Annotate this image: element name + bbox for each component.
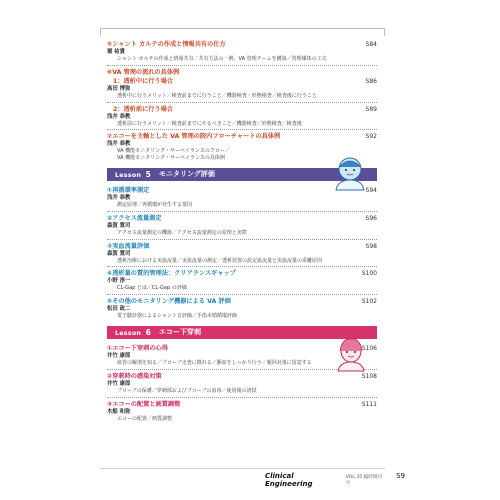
lesson-tag: Lesson 6 <box>115 327 152 337</box>
divider <box>107 266 377 267</box>
entry-author: 堀 祐貴 <box>107 49 126 55</box>
entry-author: 小野 淳一 <box>107 278 131 285</box>
toc-entry <box>107 242 377 265</box>
entry-author: 浅井 恭教 <box>107 141 131 148</box>
entry-desc: エコーの配置／画質調整 <box>117 415 173 422</box>
entry-desc: アクセス流量測定の機器／アクセス流量測定の原理と実際 <box>117 229 247 236</box>
entry-title: ⑦エコーを主軸とした VA 管理の院内フローチャートの具体例 <box>107 133 281 141</box>
entry-title-row[interactable] <box>107 132 377 141</box>
lesson-title: モニタリング評価 <box>159 170 215 179</box>
entry-page: S86 <box>365 77 377 85</box>
entry-desc: 電子聴診器によるシャント音評価／手指末梢循環評価 <box>117 313 237 320</box>
entry-title-row[interactable] <box>107 77 377 86</box>
entry-author: 井竹 康郎 <box>107 352 131 359</box>
entry-page: S94 <box>365 186 377 194</box>
entry-author: 森賀 寛司 <box>107 250 131 257</box>
entry-desc: CL-Gap とは／CL-Gap の評価 <box>117 285 187 292</box>
entry-desc: シャント カルテの作成と情報共有／共有方法の一例、VA 管理チームを構築／管理媒体の工夫 <box>117 56 327 62</box>
entry-author: 森賀 寛司 <box>107 222 131 229</box>
footer-rule <box>100 468 385 469</box>
entry-title-row[interactable] <box>107 40 377 49</box>
page-number: S9 <box>396 472 405 480</box>
divider <box>107 211 377 212</box>
entry-page: S98 <box>365 242 377 250</box>
entry-desc: VA 機能モニタリング・サーベイランスの具体例 <box>117 155 225 162</box>
divider <box>107 239 377 240</box>
entry-page: S108 <box>361 372 377 380</box>
entry-title-row[interactable] <box>107 242 377 251</box>
divider <box>107 397 377 398</box>
toc-entry <box>107 400 377 423</box>
entry-page: S89 <box>365 105 377 113</box>
entry-page: S92 <box>365 133 377 141</box>
entry-desc: プローブの保護／穿刺部およびプローブの消毒／使用後の清拭 <box>117 387 257 394</box>
entry-title-row <box>107 68 377 77</box>
entry-title: 1：透析中に行う場合 <box>113 77 173 85</box>
entry-title: ⑤シャント カルテの作成と情報共有の仕方 <box>107 41 226 48</box>
entry-author: 井竹 康郎 <box>107 380 131 387</box>
divider <box>107 65 377 66</box>
lesson-tag: Lesson 5 <box>115 169 152 179</box>
entry-title: ④透析量の質的管理法：クリアランスギャップ <box>107 270 236 278</box>
nurse-illustration-blue <box>330 153 370 191</box>
divider <box>107 129 377 130</box>
toc-entry <box>107 269 377 292</box>
entry-author: 浅井 恭教 <box>107 113 131 120</box>
entry-page: S96 <box>365 214 377 222</box>
page-footer <box>265 472 405 488</box>
entry-desc: 血管の解剖を知る／プローブ走査に慣れる／駆血をしっかり行う／頻回対策に留意する <box>117 359 312 366</box>
entry-title-row[interactable] <box>107 214 377 223</box>
entry-page: S102 <box>361 298 377 306</box>
page-frame <box>100 28 385 36</box>
entry-title-row[interactable] <box>107 105 377 114</box>
entry-title: 2：透析前に行う場合 <box>113 105 173 113</box>
entry-author: 浅井 恭教 <box>107 194 131 201</box>
entry-title-row[interactable] <box>107 372 377 381</box>
entry-title: ⑤その他のモニタリング機器による VA 評価 <box>107 298 231 306</box>
entry-author: 高田 博弥 <box>107 85 131 92</box>
entry-page: S100 <box>361 270 377 278</box>
toc-entry <box>107 372 377 395</box>
entry-page: S111 <box>361 400 377 408</box>
toc-entry <box>107 68 377 100</box>
journal-volume: VOL.35 臨時増刊号 <box>345 475 383 486</box>
entry-author: 松田 政二 <box>107 306 131 313</box>
divider <box>107 102 377 103</box>
nurse-illustration-pink <box>332 336 370 372</box>
toc-entry <box>107 297 377 320</box>
toc-entry <box>107 40 377 63</box>
divider <box>107 294 377 295</box>
toc-entry <box>107 214 377 237</box>
entry-title: ③実血流量評価 <box>107 242 150 250</box>
entry-author: 木船 和弥 <box>107 408 131 415</box>
entry-desc: VA 機能モニタリング・サーベイランスのフロー／ <box>117 148 230 155</box>
lesson-5-list <box>107 186 377 320</box>
entry-title-row[interactable] <box>107 269 377 278</box>
entry-title: ②アクセス流量測定 <box>107 214 162 222</box>
entry-title-row[interactable] <box>107 400 377 409</box>
entry-desc: 透析治療における実血流量／実血流量の測定／透析装置の設定血流量と実血流量の乖離原因 <box>117 257 323 264</box>
entry-title: ③エコーの配置と画質調整 <box>107 400 181 408</box>
entry-desc: 透析中に行うメリット／検査前までに行うこと／機器検査・形態検査／検査後に行うこと <box>117 92 317 99</box>
lesson-title: エコー下穿刺 <box>159 328 202 337</box>
toc-entry <box>107 105 377 128</box>
entry-title-row[interactable] <box>107 297 377 306</box>
entry-page: S106 <box>361 344 377 352</box>
journal-brand: Clinical Engineering <box>265 472 313 488</box>
entry-title: ①エコー下穿刺の心得 <box>107 344 168 352</box>
entry-desc: 測定原理／再循環が発生する要因 <box>117 201 193 208</box>
entry-page: S84 <box>365 41 377 48</box>
entry-title: ⑥VA 管理の流れの具体例 <box>107 68 180 76</box>
entry-desc: 透析前に行うメリット／検査前までにやるべきこと／機器検査／形態検査／検査後 <box>117 120 302 127</box>
entry-title: ②穿刺時の感染対策 <box>107 372 162 380</box>
entry-title: ①再循環率測定 <box>107 186 150 194</box>
